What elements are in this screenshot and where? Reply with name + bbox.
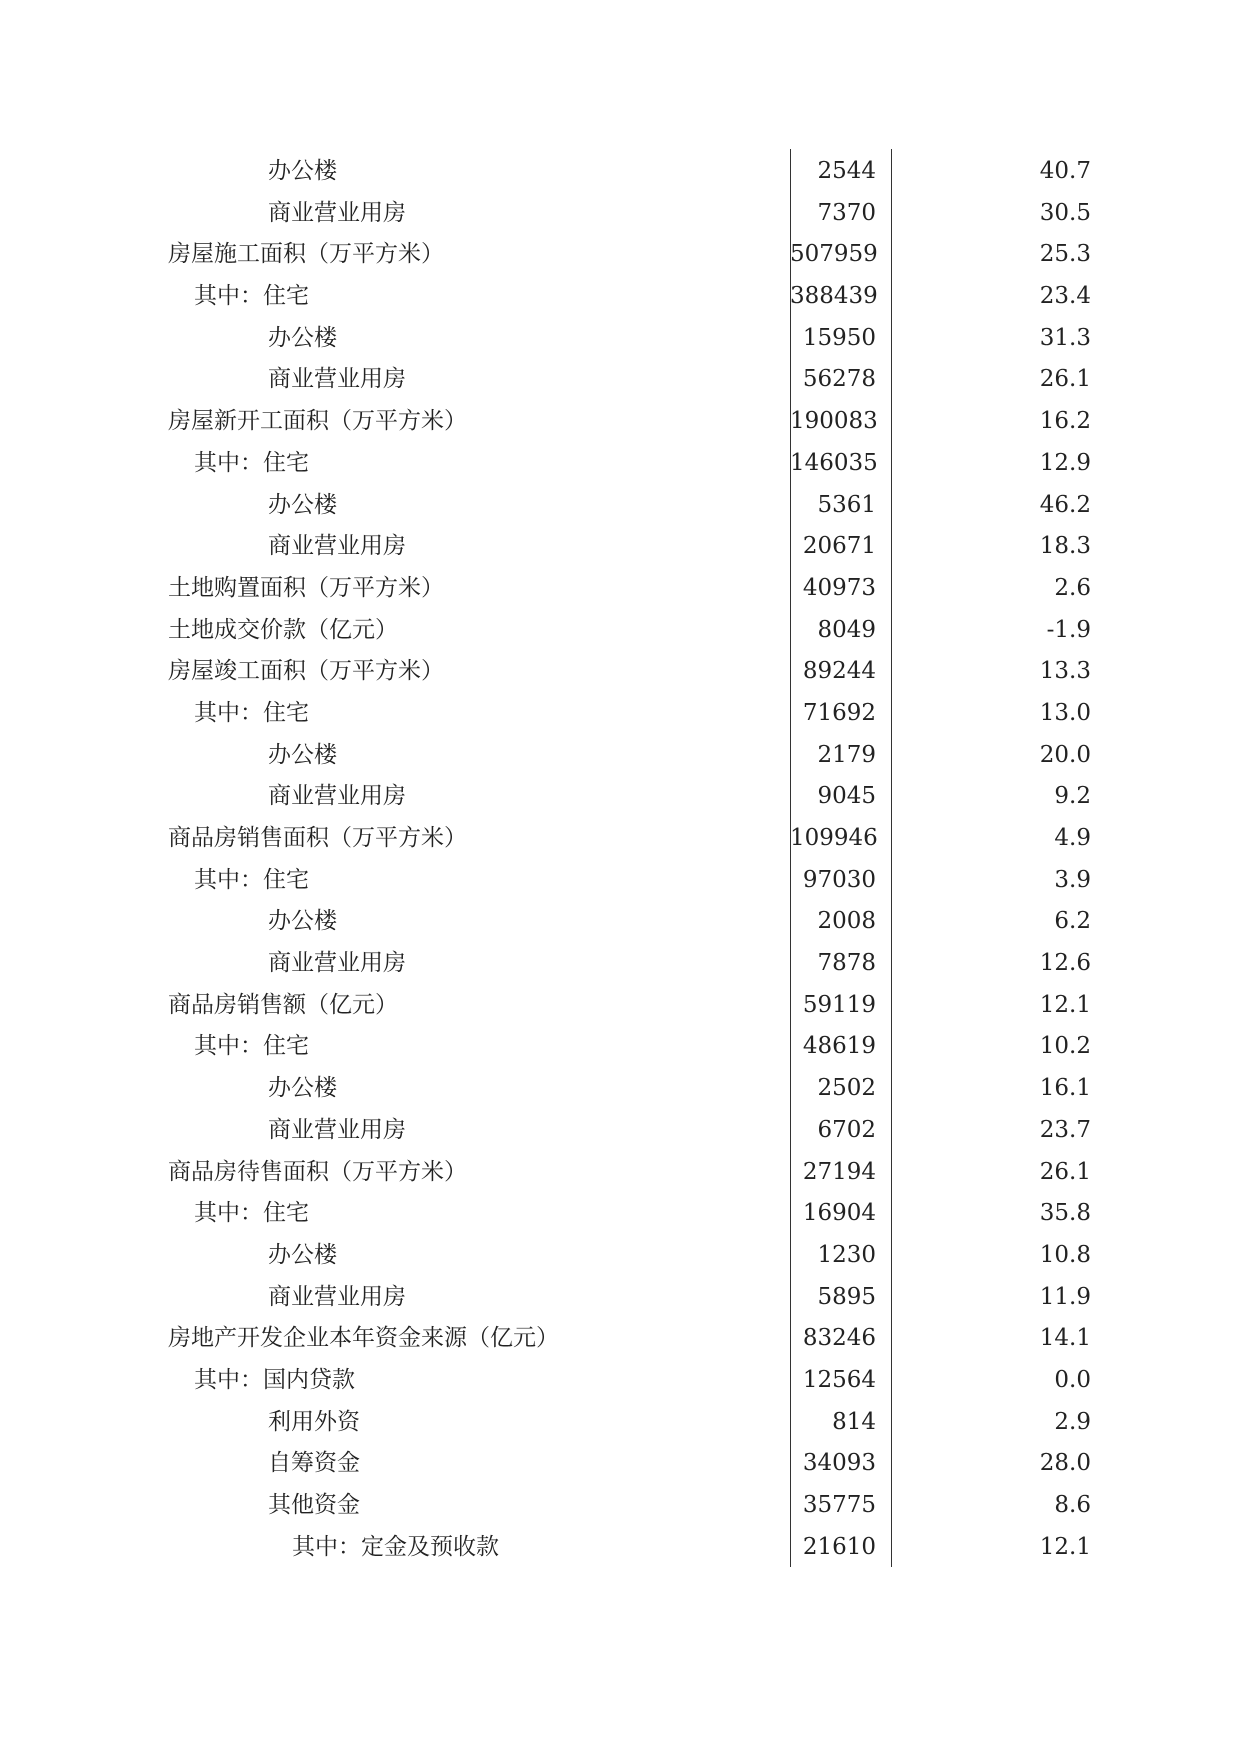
value-cell: 89244 — [802, 658, 876, 685]
row-name: 国内贷款 — [263, 1366, 355, 1393]
growth-cell: 10.2 — [1039, 1033, 1091, 1060]
value-cell: 2544 — [817, 158, 876, 184]
growth-cell: 23.7 — [1039, 1116, 1091, 1143]
growth-cell: 26.1 — [1039, 366, 1091, 393]
value-cell: 2008 — [817, 908, 876, 935]
value-cell: 507959 — [790, 241, 878, 268]
table-row — [0, 1193, 1241, 1235]
value-cell: 83246 — [802, 1325, 876, 1352]
growth-cell: 11.9 — [1039, 1283, 1091, 1310]
value-cell: 21610 — [802, 1533, 876, 1560]
value-cell: 9045 — [817, 783, 876, 810]
value-cell: 814 — [832, 1408, 876, 1435]
row-name: 利用外资 — [268, 1408, 360, 1435]
row-name: 办公楼 — [268, 158, 337, 184]
table-row — [0, 193, 1241, 235]
value-cell: 16904 — [802, 1200, 876, 1227]
row-label — [268, 526, 406, 568]
row-name: 商品房销售面积（万平方米） — [168, 825, 467, 851]
row-label — [168, 401, 467, 443]
row-label — [168, 1318, 559, 1360]
row-label — [194, 443, 309, 485]
row-name: 住宅 — [263, 866, 309, 893]
row-prefix: 其中： — [194, 1366, 263, 1393]
row-label — [268, 1277, 406, 1319]
row-name: 土地成交价款（亿元） — [168, 616, 398, 643]
value-cell: 56278 — [802, 366, 876, 393]
row-name: 房地产开发企业本年资金来源（亿元） — [168, 1325, 559, 1352]
value-cell: 15950 — [802, 324, 876, 351]
row-name: 商业营业用房 — [268, 1116, 406, 1143]
table-row — [0, 651, 1241, 693]
row-name: 自筹资金 — [268, 1450, 360, 1477]
growth-cell: 28.0 — [1039, 1450, 1091, 1477]
table-row — [0, 735, 1241, 777]
table-row — [0, 693, 1241, 735]
table-row — [0, 776, 1241, 818]
row-name: 其他资金 — [268, 1492, 360, 1518]
value-cell: 40973 — [802, 574, 876, 601]
table-row — [0, 610, 1241, 652]
row-label — [194, 1026, 309, 1068]
value-cell: 1230 — [817, 1241, 876, 1268]
value-cell: 71692 — [802, 699, 876, 726]
row-label — [168, 985, 398, 1027]
table-row — [0, 985, 1241, 1027]
table-row — [0, 276, 1241, 318]
table-row — [0, 1527, 1241, 1569]
table-row — [0, 943, 1241, 985]
value-cell: 20671 — [802, 533, 876, 560]
growth-cell: 16.2 — [1039, 408, 1091, 435]
growth-cell: 6.2 — [1054, 908, 1091, 935]
table-row — [0, 526, 1241, 568]
row-name: 办公楼 — [268, 491, 337, 518]
growth-cell: 18.3 — [1039, 533, 1091, 560]
table-row — [0, 318, 1241, 360]
row-prefix: 其中： — [194, 449, 263, 476]
growth-cell: 30.5 — [1039, 199, 1091, 226]
growth-cell: -1.9 — [1046, 616, 1091, 643]
row-label — [268, 1235, 337, 1277]
row-prefix: 其中： — [194, 1200, 263, 1227]
value-cell: 2502 — [817, 1075, 876, 1102]
row-name: 商业营业用房 — [268, 533, 406, 560]
growth-cell: 31.3 — [1039, 324, 1091, 351]
row-name: 商业营业用房 — [268, 1283, 406, 1310]
growth-cell: 3.9 — [1054, 866, 1091, 893]
row-label — [268, 735, 337, 777]
table-row — [0, 1235, 1241, 1277]
row-name: 住宅 — [263, 449, 309, 476]
statistics-table — [0, 151, 1241, 1568]
value-cell: 2179 — [817, 741, 876, 768]
row-label — [268, 318, 337, 360]
value-cell: 34093 — [802, 1450, 876, 1477]
growth-cell: 4.9 — [1054, 825, 1091, 851]
row-name: 住宅 — [263, 699, 309, 726]
row-prefix: 其中： — [194, 699, 263, 726]
growth-cell: 20.0 — [1039, 741, 1091, 768]
value-cell: 146035 — [790, 449, 878, 476]
row-name: 房屋施工面积（万平方米） — [168, 241, 444, 268]
value-cell: 7370 — [817, 199, 876, 226]
row-name: 商品房待售面积（万平方米） — [168, 1158, 467, 1185]
row-name: 住宅 — [263, 1033, 309, 1060]
table-row — [0, 1402, 1241, 1444]
row-label — [168, 818, 467, 860]
row-prefix: 其中： — [194, 1033, 263, 1060]
row-label — [268, 193, 406, 235]
growth-cell: 25.3 — [1039, 241, 1091, 268]
row-name: 办公楼 — [268, 908, 337, 935]
row-label — [268, 943, 406, 985]
growth-cell: 40.7 — [1039, 158, 1091, 184]
row-label — [268, 1485, 360, 1527]
table-row — [0, 901, 1241, 943]
row-name: 办公楼 — [268, 1075, 337, 1102]
value-cell: 190083 — [790, 408, 878, 435]
growth-cell: 12.1 — [1039, 991, 1091, 1018]
table-row — [0, 1443, 1241, 1485]
table-row — [0, 1068, 1241, 1110]
value-cell: 7878 — [817, 950, 876, 977]
row-name: 土地购置面积（万平方米） — [168, 574, 444, 601]
value-cell: 5895 — [817, 1283, 876, 1310]
table-row — [0, 1485, 1241, 1527]
growth-cell: 2.9 — [1054, 1408, 1091, 1435]
table-row — [0, 234, 1241, 276]
row-label — [292, 1527, 499, 1569]
table-row — [0, 818, 1241, 860]
row-name: 住宅 — [263, 1200, 309, 1227]
table-row — [0, 359, 1241, 401]
growth-cell: 13.3 — [1039, 658, 1091, 685]
row-label — [168, 568, 444, 610]
value-cell: 5361 — [817, 491, 876, 518]
row-label — [268, 1068, 337, 1110]
table-row — [0, 443, 1241, 485]
row-name: 商业营业用房 — [268, 783, 406, 810]
growth-cell: 9.2 — [1054, 783, 1091, 810]
table-row — [0, 1277, 1241, 1319]
growth-cell: 13.0 — [1039, 699, 1091, 726]
value-cell: 109946 — [790, 825, 878, 851]
row-name: 商业营业用房 — [268, 199, 406, 226]
growth-cell: 23.4 — [1039, 283, 1091, 310]
row-label — [268, 1110, 406, 1152]
table-row — [0, 1318, 1241, 1360]
row-label — [268, 1402, 360, 1444]
value-cell: 48619 — [802, 1033, 876, 1060]
row-name: 办公楼 — [268, 741, 337, 768]
row-prefix: 其中： — [292, 1533, 361, 1560]
table-row — [0, 860, 1241, 902]
row-label — [194, 1193, 309, 1235]
growth-cell: 46.2 — [1039, 491, 1091, 518]
row-name: 办公楼 — [268, 324, 337, 351]
row-label — [194, 1360, 355, 1402]
growth-cell: 12.6 — [1039, 950, 1091, 977]
row-label — [194, 693, 309, 735]
value-cell: 97030 — [802, 866, 876, 893]
row-label — [194, 860, 309, 902]
row-label — [168, 610, 398, 652]
row-name: 定金及预收款 — [361, 1533, 499, 1560]
row-prefix: 其中： — [194, 283, 263, 310]
row-prefix: 其中： — [194, 866, 263, 893]
row-label — [168, 1152, 467, 1194]
row-label — [268, 901, 337, 943]
value-cell: 388439 — [790, 283, 878, 310]
growth-cell: 16.1 — [1039, 1075, 1091, 1102]
table-row — [0, 1360, 1241, 1402]
growth-cell: 8.6 — [1054, 1492, 1091, 1518]
growth-cell: 12.1 — [1039, 1533, 1091, 1560]
table-row — [0, 1110, 1241, 1152]
growth-cell: 12.9 — [1039, 449, 1091, 476]
growth-cell: 26.1 — [1039, 1158, 1091, 1185]
row-name: 房屋竣工面积（万平方米） — [168, 658, 444, 685]
growth-cell: 35.8 — [1039, 1200, 1091, 1227]
growth-cell: 2.6 — [1054, 574, 1091, 601]
table-row — [0, 401, 1241, 443]
value-cell: 59119 — [802, 991, 876, 1018]
growth-cell: 0.0 — [1054, 1366, 1091, 1393]
table-row — [0, 151, 1241, 193]
row-name: 商品房销售额（亿元） — [168, 991, 398, 1018]
row-label — [268, 359, 406, 401]
row-name: 商业营业用房 — [268, 950, 406, 977]
row-label — [268, 776, 406, 818]
row-label — [194, 276, 309, 318]
row-label — [168, 651, 444, 693]
growth-cell: 10.8 — [1039, 1241, 1091, 1268]
table-row — [0, 1152, 1241, 1194]
row-name: 住宅 — [263, 283, 309, 310]
row-name: 商业营业用房 — [268, 366, 406, 393]
value-cell: 12564 — [802, 1366, 876, 1393]
table-row — [0, 1026, 1241, 1068]
table-row — [0, 485, 1241, 527]
row-name: 办公楼 — [268, 1241, 337, 1268]
value-cell: 8049 — [817, 616, 876, 643]
row-label — [268, 485, 337, 527]
row-label — [268, 151, 337, 193]
value-cell: 6702 — [817, 1116, 876, 1143]
value-cell: 27194 — [802, 1158, 876, 1185]
row-label — [168, 234, 444, 276]
growth-cell: 14.1 — [1039, 1325, 1091, 1352]
row-label — [268, 1443, 360, 1485]
row-name: 房屋新开工面积（万平方米） — [168, 408, 467, 435]
table-row — [0, 568, 1241, 610]
value-cell: 35775 — [802, 1492, 876, 1518]
